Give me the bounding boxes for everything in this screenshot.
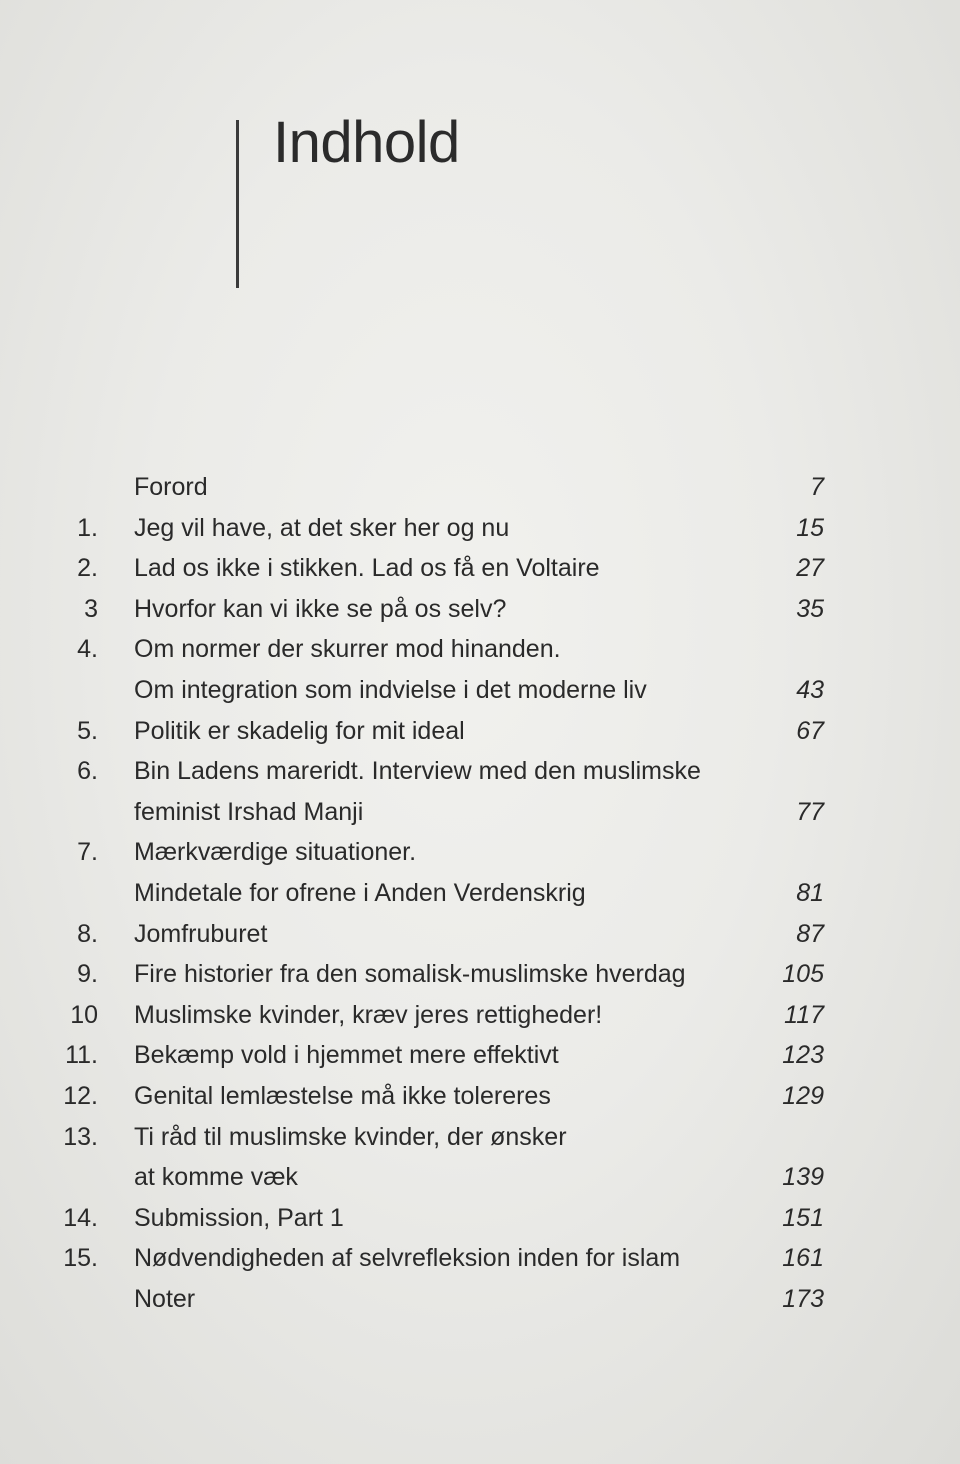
toc-page-number: 67 [796,716,824,745]
toc-number: 2. [77,554,98,583]
toc-page-number: 151 [782,1203,824,1232]
toc-page-number: 161 [782,1244,824,1273]
toc-page-number: 43 [796,675,824,704]
toc-number: 7. [77,838,98,867]
toc-title: Lad os ikke i stikken. Lad os få en Voltaire [134,554,600,583]
toc-row [0,832,960,873]
toc-number: 1. [77,513,98,542]
toc-row [0,589,960,630]
toc-row [0,1157,960,1198]
toc-title: feminist Irshad Manji [134,797,364,826]
toc-title: Submission, Part 1 [134,1203,344,1232]
toc-number: 14. [63,1203,98,1232]
page-title: Indhold [273,110,460,175]
toc-row [0,873,960,914]
toc-page-number: 87 [796,919,824,948]
toc-number: 6. [77,757,98,786]
toc-row [0,467,960,508]
toc-row [0,1198,960,1239]
toc-number: 5. [77,716,98,745]
toc-row [0,508,960,549]
toc-title: Jomfruburet [134,919,268,948]
toc-page-number: 27 [796,554,824,583]
toc-title: Ti råd til muslimske kvinder, der ønsker [134,1122,567,1151]
toc-row [0,711,960,752]
toc-row [0,1238,960,1279]
toc-title: at komme væk [134,1163,298,1192]
toc-page-number: 173 [782,1284,824,1313]
toc-row [0,629,960,670]
toc-title: Forord [134,473,208,501]
toc-title: Om integration som indvielse i det moderne liv [134,675,647,704]
toc-title: Nødvendigheden af selvrefleksion inden for islam [134,1244,681,1273]
toc-page-number: 7 [810,473,824,501]
toc-page-number: 35 [796,594,824,623]
toc-page-number: 81 [796,878,824,907]
table-of-contents [0,467,960,1319]
toc-number: 8. [77,919,98,948]
toc-page-number: 129 [782,1081,824,1110]
toc-number: 10 [70,1000,98,1029]
toc-number: 3 [84,594,98,623]
toc-page-number: 139 [782,1163,824,1192]
toc-row [0,751,960,792]
toc-row [0,1117,960,1158]
toc-title: Om normer der skurrer mod hinanden. [134,635,561,664]
toc-number: 12. [63,1081,98,1110]
toc-page-number: 117 [784,1000,824,1029]
title-vertical-rule [236,120,239,288]
toc-row [0,954,960,995]
toc-title: Bekæmp vold i hjemmet mere effektivt [134,1041,559,1070]
toc-number: 4. [77,635,98,664]
toc-row [0,914,960,955]
toc-page-number: 123 [782,1041,824,1070]
toc-title: Bin Ladens mareridt. Interview med den muslimske [134,757,701,786]
toc-title: Mærkværdige situationer. [134,838,417,867]
toc-number: 13. [63,1122,98,1151]
toc-title: Muslimske kvinder, kræv jeres rettigheder! [134,1000,603,1029]
toc-row [0,1035,960,1076]
toc-title: Politik er skadelig for mit ideal [134,716,465,745]
toc-number: 9. [77,960,98,989]
toc-row [0,670,960,711]
toc-row [0,548,960,589]
toc-row [0,995,960,1036]
toc-number: 15. [63,1244,98,1273]
toc-number: 11. [65,1041,98,1070]
toc-page-number: 77 [796,797,824,826]
toc-title: Jeg vil have, at det sker her og nu [134,513,510,542]
toc-title: Fire historier fra den somalisk-muslimske hverdag [134,960,686,989]
toc-title: Hvorfor kan vi ikke se på os selv? [134,594,507,623]
toc-page-number: 15 [796,513,824,542]
toc-row [0,792,960,833]
toc-title: Mindetale for ofrene i Anden Verdenskrig [134,878,586,907]
toc-row [0,1076,960,1117]
toc-page-number: 105 [782,960,824,989]
toc-title: Genital lemlæstelse må ikke tolereres [134,1081,551,1110]
toc-title: Noter [134,1284,196,1313]
toc-row [0,1279,960,1320]
